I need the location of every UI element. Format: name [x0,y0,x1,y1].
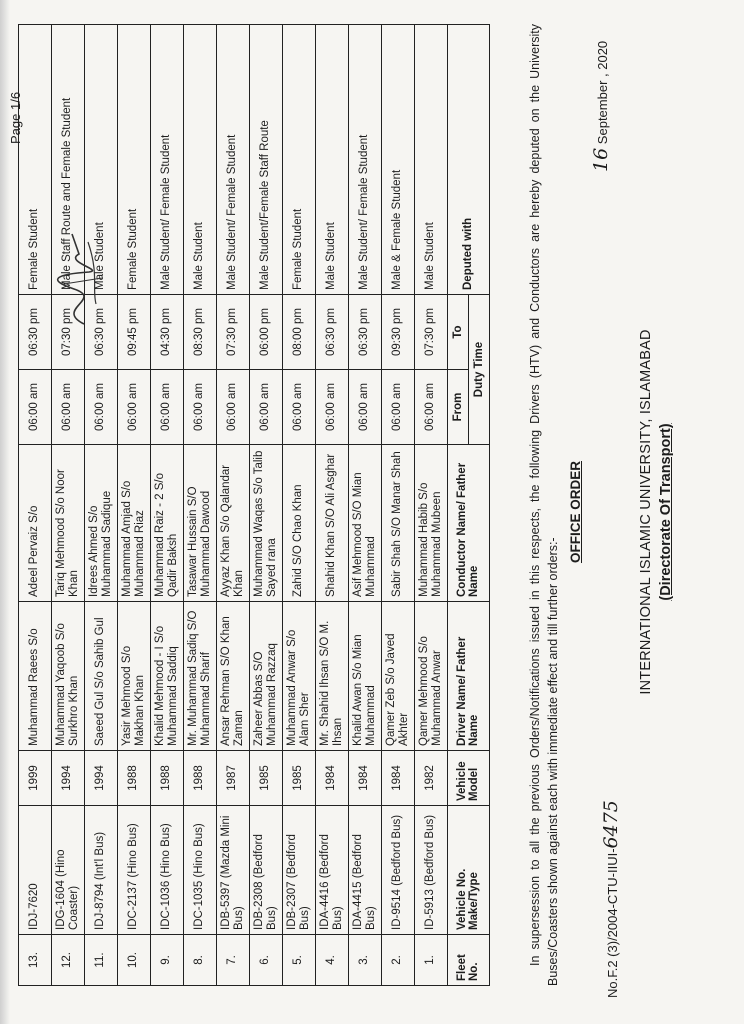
cell-model: 1984 [349,751,382,806]
cell-deputed: Male Student/Female Staff Route [250,25,283,295]
cell-conductor: Muhammad Amjad S/o Muhammad Riaz [118,445,151,602]
cell-vehicle: IDA-4415 (Bedford Bus) [349,806,382,935]
header-model: Vehicle Model [448,751,490,806]
cell-to: 08:30 pm [184,295,217,370]
cell-from: 06:00 am [85,370,118,445]
cell-fleet: 7. [217,935,250,986]
cell-driver: Ansar Rehman S/O Khan Zaman [217,602,250,751]
cell-deputed: Male Student [415,25,448,295]
cell-vehicle: ID-9514 (Bedford Bus) [382,806,415,935]
cell-vehicle: IDA-4416 (Bedford Bus) [316,806,349,935]
cell-model: 1985 [250,751,283,806]
cell-to: 06:30 pm [85,295,118,370]
cell-fleet: 6. [250,935,283,986]
cell-conductor: Shahid Khan S/O Ali Asghar [316,445,349,602]
cell-vehicle: IDB-5397 (Mazda Mini Bus) [217,806,250,935]
cell-deputed: Male Student/ Female Student [217,25,250,295]
cell-conductor: Zahid S/O Chao Khan [283,445,316,602]
cell-fleet: 12. [52,935,85,986]
cell-deputed: Male Student [85,25,118,295]
cell-model: 1985 [283,751,316,806]
cell-fleet: 4. [316,935,349,986]
cell-driver: Qamer Zeb S/o Javed Akhter [382,602,415,751]
cell-conductor: Idrees Ahmed S/o Muhammad Sadique [85,445,118,602]
cell-fleet: 10. [118,935,151,986]
cell-model: 1987 [217,751,250,806]
table-row [52,25,85,986]
page-number: Page 1/6 [8,91,23,144]
scan-edge [0,0,10,1024]
header-to: To [448,295,469,370]
reference-number [600,800,622,998]
cell-model: 1984 [316,751,349,806]
cell-conductor: Ayyaz Khan S/o Qalandar Khan [217,445,250,602]
table-row [316,25,349,986]
deputation-table [18,24,490,986]
cell-from: 06:00 am [19,370,52,445]
cell-from: 06:00 am [382,370,415,445]
reference-handwritten: 6475 [600,800,622,849]
cell-to: 06:00 pm [250,295,283,370]
cell-vehicle: IDC-2137 (Hino Bus) [118,806,151,935]
date-handwritten: 16 [590,147,612,172]
cell-to: 06:30 pm [19,295,52,370]
cell-to: 07:30 pm [217,295,250,370]
table-row [19,25,52,986]
cell-deputed: Male Student/ Female Student [349,25,382,295]
cell-driver: Zaheer Abbas S/O Muhammad Razzaq [250,602,283,751]
cell-from: 06:00 am [250,370,283,445]
cell-from: 06:00 am [415,370,448,445]
cell-fleet: 9. [151,935,184,986]
cell-to: 06:30 pm [349,295,382,370]
directorate-name: (Directorate Of Transport) [658,423,674,601]
cell-to: 09:45 pm [118,295,151,370]
cell-conductor: Adeel Pervaiz S/o [19,445,52,602]
cell-from: 06:00 am [118,370,151,445]
cell-model: 1984 [382,751,415,806]
cell-conductor: Sabir Shah S/O Manar Shah [382,445,415,602]
cell-driver: Khalid Awan S/o Mian Muhammad [349,602,382,751]
table-row [217,25,250,986]
cell-vehicle: IDJ-8794 (Int'l Bus) [85,806,118,935]
cell-model: 1994 [85,751,118,806]
cell-conductor: Muhammad Raiz - 2 S/o Qadir Baksh [151,445,184,602]
cell-from: 06:00 am [349,370,382,445]
cell-fleet: 1. [415,935,448,986]
cell-deputed: Male & Female Student [382,25,415,295]
university-name: INTERNATIONAL ISLAMIC UNIVERSITY, ISLAMABAD [638,329,654,695]
order-date [590,41,612,172]
cell-deputed: Male Student/ Female Student [151,25,184,295]
cell-from: 06:00 am [151,370,184,445]
table-header-row [469,25,490,986]
cell-vehicle: IDJ-7620 [19,806,52,935]
cell-vehicle: IDB-2307 (Bedford Bus) [283,806,316,935]
table-row [250,25,283,986]
cell-model: 1988 [118,751,151,806]
cell-conductor: Muhammad Waqas S/o Talib Sayed rana [250,445,283,602]
header-fleet: Fleet No. [448,935,490,986]
table-row [118,25,151,986]
cell-from: 06:00 am [184,370,217,445]
cell-model: 1999 [19,751,52,806]
cell-deputed: Male Staff Route and Female Student [52,25,85,295]
cell-to: 07:30 pm [415,295,448,370]
table-row [415,25,448,986]
header-duty-time: Duty Time [469,295,490,445]
header-conductor: Conductor Name/ Father Name [448,445,490,602]
cell-from: 06:00 am [52,370,85,445]
cell-vehicle: ID-5913 (Bedford Bus) [415,806,448,935]
table-row [151,25,184,986]
cell-fleet: 5. [283,935,316,986]
table-row [85,25,118,986]
cell-conductor: Tasawar Hussain S/O Muhammad Dawood [184,445,217,602]
cell-conductor: Asif Mehmood S/O Mian Muhammad [349,445,382,602]
cell-driver: Mr. Muhammad Sadiq S/O Muhammad Sharif [184,602,217,751]
cell-driver: Qamer Mehmood S/o Muhammad Anwar [415,602,448,751]
table-row [382,25,415,986]
header-from: From [448,370,469,445]
header-vehicle: Vehicle No. Make/Type [448,806,490,935]
cell-driver: Muhammad Anwar S/o Alam Sher [283,602,316,751]
cell-deputed: Male Student [316,25,349,295]
reference-printed: No.F.2 (3)/2004-CTU-IIUI- [605,848,620,998]
cell-model: 1988 [184,751,217,806]
cell-vehicle: IDG-1604 (Hino Coaster) [52,806,85,935]
cell-deputed: Female Student [118,25,151,295]
cell-driver: Yasir Mehmood S/o Makhan Khan [118,602,151,751]
intro-paragraph: In supersession to all the previous Orders/Notifications issued in this respects, the following Drivers (HTV) and Conductors are hereby deputed on the University Buses/Coasters shown against each with immediate effect and till further orders:- [528,24,560,986]
cell-fleet: 2. [382,935,415,986]
cell-fleet: 11. [85,935,118,986]
cell-fleet: 8. [184,935,217,986]
cell-deputed: Female Student [19,25,52,295]
cell-conductor: Muhammad Habib S/o Muhammad Mubeen [415,445,448,602]
cell-to: 07:30 pm [52,295,85,370]
cell-from: 06:00 am [316,370,349,445]
cell-deputed: Female Student [283,25,316,295]
table-row [283,25,316,986]
signature-icon [44,224,114,334]
cell-from: 06:00 am [283,370,316,445]
cell-to: 04:30 pm [151,295,184,370]
cell-vehicle: IDB-2308 (Bedford Bus) [250,806,283,935]
table-row [184,25,217,986]
cell-vehicle: IDC-1036 (Hino Bus) [151,806,184,935]
cell-model: 1982 [415,751,448,806]
cell-driver: Saeed Gul S/o Sahib Gul [85,602,118,751]
cell-deputed: Male Student [184,25,217,295]
office-order-title: OFFICE ORDER [568,461,583,564]
cell-model: 1988 [151,751,184,806]
cell-fleet: 3. [349,935,382,986]
cell-to: 09:30 pm [382,295,415,370]
cell-model: 1994 [52,751,85,806]
cell-driver: Khalid Mehmood - I S/o Muhammad Saddiq [151,602,184,751]
table-row [349,25,382,986]
cell-from: 06:00 am [217,370,250,445]
cell-driver: Muhammad Yaqoob S/o Surkhro Khan [52,602,85,751]
header-driver: Driver Name/ Father Name [448,602,490,751]
cell-fleet: 13. [19,935,52,986]
date-printed: September , 2020 [595,40,610,145]
cell-vehicle: IDC-1035 (Hino Bus) [184,806,217,935]
cell-driver: Muhammad Raees S/o [19,602,52,751]
cell-conductor: Tariq Mehmood S/o Noor Khan [52,445,85,602]
cell-to: 08:00 pm [283,295,316,370]
cell-driver: Mr. Shahid Ihsan S/O M. Ihsan [316,602,349,751]
cell-to: 06:30 pm [316,295,349,370]
header-deputed: Deputed with [448,25,490,295]
